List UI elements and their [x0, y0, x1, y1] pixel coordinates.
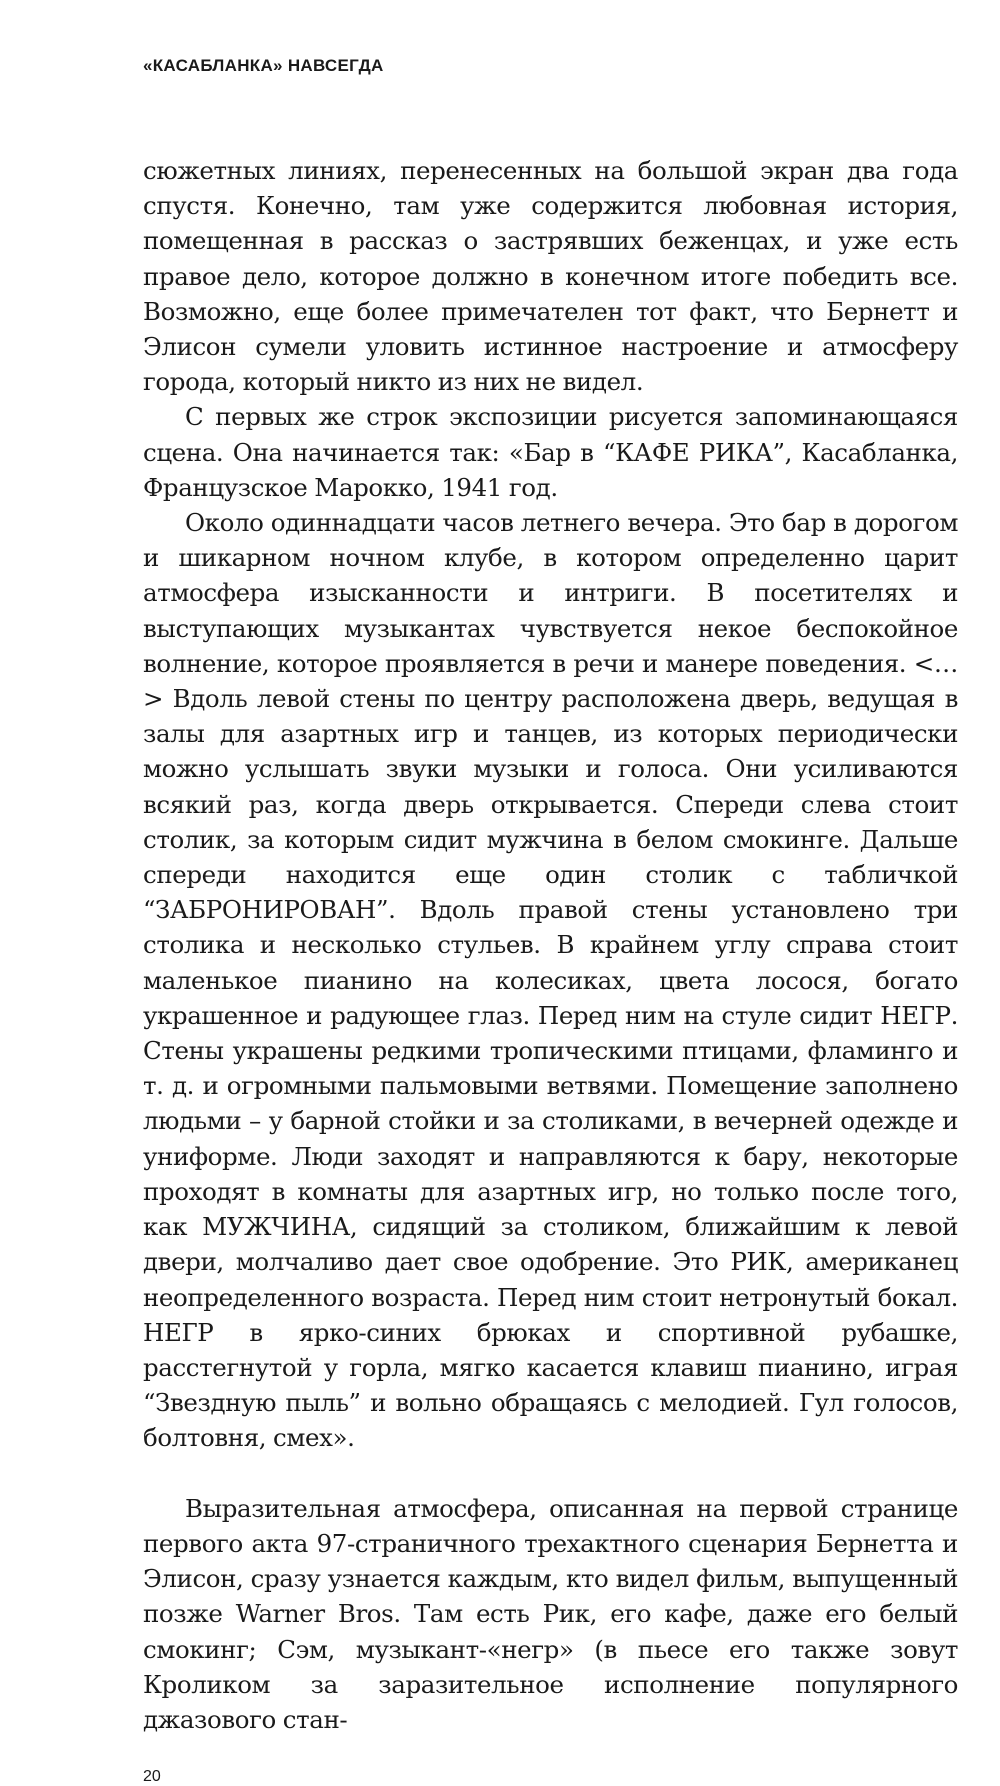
paragraph-atmosphere: Выразительная атмосфера, описанная на первой странице первого акта 97-страничного трехактного сценария Бернетта и Элисон, сразу узнается каждым, кто видел фильм, выпущенный позже Warner Bros. Там есть Рик, его кафе, даже его белый смокинг; Сэм, музыкант-«негр» (в пьесе его также зовут Кроликом за заразительное исполнение популярного джазового стан-	[143, 1493, 958, 1734]
page-number: 20	[143, 1768, 161, 1785]
body-text	[143, 153, 958, 1737]
paragraph-exposition-intro: С первых же строк экспозиции рисуется запоминающаяся сцена. Она начинается так: «Бар в “КАФЕ РИКА”, Касабланка, Французское Марокко, 1941 год.	[143, 402, 958, 502]
paragraph-screenplay-quote: Около одиннадцати часов летнего вечера. Это бар в дорогом и шикарном ночном клубе, в котором определенно царит атмосфера изысканности и интриги. В посетителях и выступающих музыкантах чувствуется некое беспокойное волнение, которое проявляется в речи и манере поведения. <…> Вдоль левой стены по центру расположена дверь, ведущая в залы для азартных игр и танцев, из которых периодически можно услышать звуки музыки и голоса. Они усиливаются всякий раз, когда дверь открывается. Спереди слева стоит столик, за которым сидит мужчина в белом смокинге. Дальше спереди находится еще один столик с табличкой “ЗАБРОНИРОВАН”. Вдоль правой стены установлено три столика и несколько стульев. В крайнем углу справа стоит маленькое пианино на колесиках, цвета лосося, богато украшенное и радующее глаз. Перед ним на стуле сидит НЕГР. Стены украшены редкими тропическими птицами, фламинго и т. д. и огромными пальмовыми ветвями. Помещение заполнено людьми – у барной стойки и за столиками, в вечерней одежде и униформе. Люди заходят и направляются к бару, некоторые проходят в комнаты для азартных игр, но только после того, как МУЖЧИНА, сидящий за столиком, ближайшим к левой двери, молчаливо дает свое одобрение. Это РИК, американец неопределенного возраста. Перед ним стоит нетронутый бокал. НЕГР в ярко-синих брюках и спортивной рубашке, расстегнутой у горла, мягко касается клавиш пианино, играя “Звездную пыль” и вольно обращаясь с мелодией. Гул голосов, болтовня, смех».	[143, 508, 958, 1453]
paragraph-continuation: сюжетных линиях, перенесенных на большой экран два года спустя. Конечно, там уже содержится любовная история, помещенная в рассказ о застрявших беженцах, и уже есть правое дело, которое должно в конечном итоге победить все. Возможно, еще более примечателен тот факт, что Бернетт и Элисон сумели уловить истинное настроение и атмосферу города, который никто из них не видел.	[143, 156, 958, 397]
running-head: «КАСАБЛАНКА» НАВСЕГДА	[143, 56, 384, 75]
